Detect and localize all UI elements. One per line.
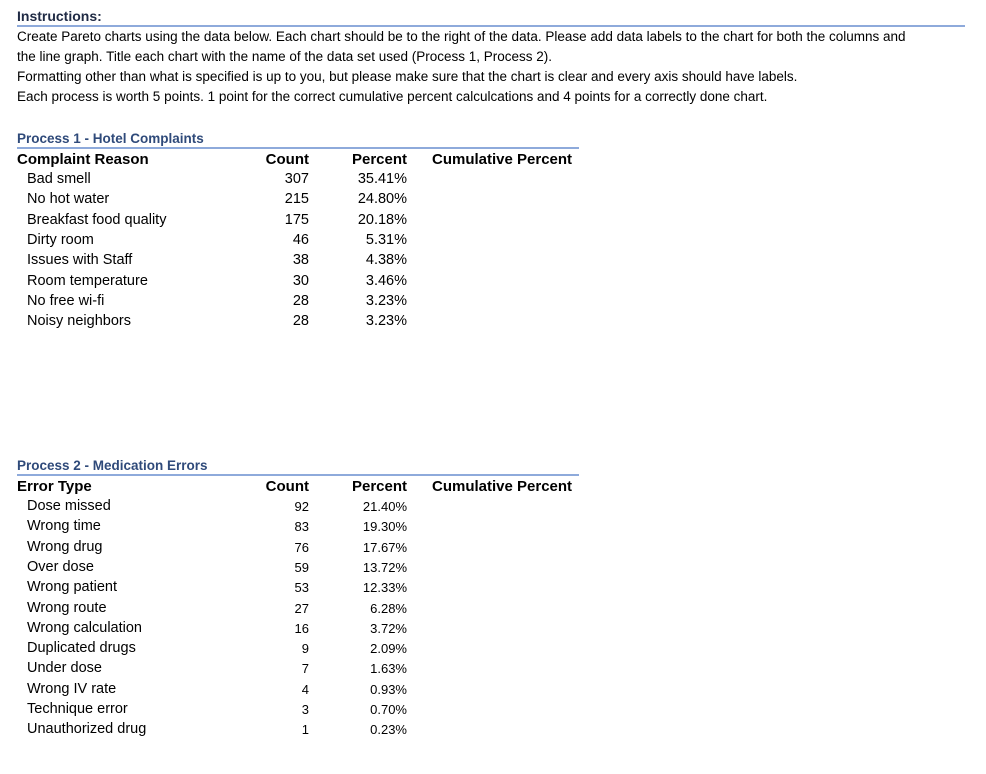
- row-percent: 5.31%: [365, 231, 407, 248]
- row-count: 38: [292, 252, 309, 269]
- row-percent: 35.41%: [357, 171, 407, 187]
- header-cumulative-percent: Cumulative Percent: [432, 151, 573, 168]
- row-percent: 0.70%: [370, 702, 407, 717]
- process1-title: Process 1 - Hotel Complaints: [17, 131, 579, 149]
- row-count: 76: [294, 539, 309, 555]
- row-count: 92: [294, 499, 309, 514]
- row-percent: 20.18%: [357, 211, 407, 228]
- row-count: 3: [301, 702, 309, 717]
- header-label: Error Type: [17, 478, 92, 495]
- row-label: Wrong route: [27, 599, 107, 616]
- row-label: Technique error: [27, 701, 128, 717]
- row-percent: 17.67%: [362, 539, 407, 555]
- row-percent: 2.09%: [370, 641, 407, 657]
- row-percent: 24.80%: [357, 191, 407, 208]
- row-percent: 3.23%: [365, 313, 407, 330]
- row-count: 175: [284, 211, 309, 228]
- row-label: Over dose: [27, 558, 94, 575]
- row-count: 83: [294, 519, 309, 535]
- header-cumulative-percent: Cumulative Percent: [432, 478, 573, 495]
- row-percent: 0.23%: [370, 722, 407, 738]
- row-count: 4: [301, 681, 309, 697]
- header-label: Complaint Reason: [17, 151, 149, 168]
- row-label: Wrong time: [27, 518, 101, 535]
- process2-title: Process 2 - Medication Errors: [17, 458, 579, 476]
- row-percent: 6.28%: [370, 600, 407, 616]
- row-label: Wrong IV rate: [27, 680, 117, 697]
- header-count: Count: [265, 151, 309, 168]
- row-label: Wrong calculation: [27, 619, 142, 636]
- row-percent: 0.93%: [370, 681, 407, 697]
- row-label: Wrong drug: [27, 538, 103, 555]
- row-percent: 19.30%: [362, 519, 407, 535]
- row-count: 53: [294, 580, 309, 596]
- row-count: 30: [292, 272, 309, 289]
- row-count: 28: [292, 292, 309, 309]
- row-count: 27: [294, 600, 309, 616]
- header-percent: Percent: [351, 151, 407, 168]
- row-label: Breakfast food quality: [27, 211, 167, 228]
- row-label: No hot water: [27, 191, 110, 208]
- row-label: Wrong patient: [27, 579, 118, 596]
- row-label: Noisy neighbors: [27, 313, 131, 330]
- row-percent: 21.40%: [362, 499, 407, 514]
- row-count: 1: [301, 722, 309, 738]
- row-label: Duplicated drugs: [27, 640, 136, 657]
- row-label: Under dose: [27, 660, 102, 677]
- row-label: Dose missed: [27, 498, 111, 514]
- row-count: 9: [301, 641, 309, 657]
- row-label: Dirty room: [27, 231, 94, 248]
- row-percent: 3.46%: [365, 272, 407, 289]
- row-percent: 1.63%: [370, 661, 407, 677]
- row-label: Room temperature: [27, 272, 148, 289]
- row-count: 59: [294, 559, 309, 575]
- header-count: Count: [265, 478, 309, 495]
- row-percent: 3.23%: [365, 292, 407, 309]
- row-count: 307: [284, 171, 309, 187]
- row-label: Bad smell: [27, 171, 91, 187]
- row-count: 28: [292, 313, 309, 330]
- instruction-line: Create Pareto charts using the data below. Each chart should be to the right of the data. Please add data labels to the chart for both the columns and: [17, 29, 906, 44]
- row-percent: 4.38%: [365, 252, 407, 269]
- row-percent: 13.72%: [362, 559, 407, 575]
- row-label: Unauthorized drug: [27, 721, 147, 738]
- row-count: 16: [294, 620, 309, 636]
- row-count: 7: [301, 661, 309, 677]
- row-percent: 12.33%: [362, 580, 407, 596]
- instruction-line: Formatting other than what is specified is up to you, but please make sure that the chart is clear and every axis should have labels.: [17, 69, 798, 84]
- row-count: 46: [292, 231, 309, 248]
- instruction-line: Each process is worth 5 points. 1 point for the correct cumulative percent calculcations and 4 points for a correctly done chart.: [17, 89, 768, 104]
- row-label: Issues with Staff: [27, 252, 133, 269]
- row-percent: 3.72%: [370, 620, 407, 636]
- instruction-line: the line graph. Title each chart with the name of the data set used (Process 1, Process 2).: [17, 49, 553, 64]
- row-label: No free wi-fi: [27, 292, 105, 309]
- row-count: 215: [284, 191, 309, 208]
- header-percent: Percent: [351, 478, 407, 495]
- instructions-title: Instructions:: [17, 8, 965, 27]
